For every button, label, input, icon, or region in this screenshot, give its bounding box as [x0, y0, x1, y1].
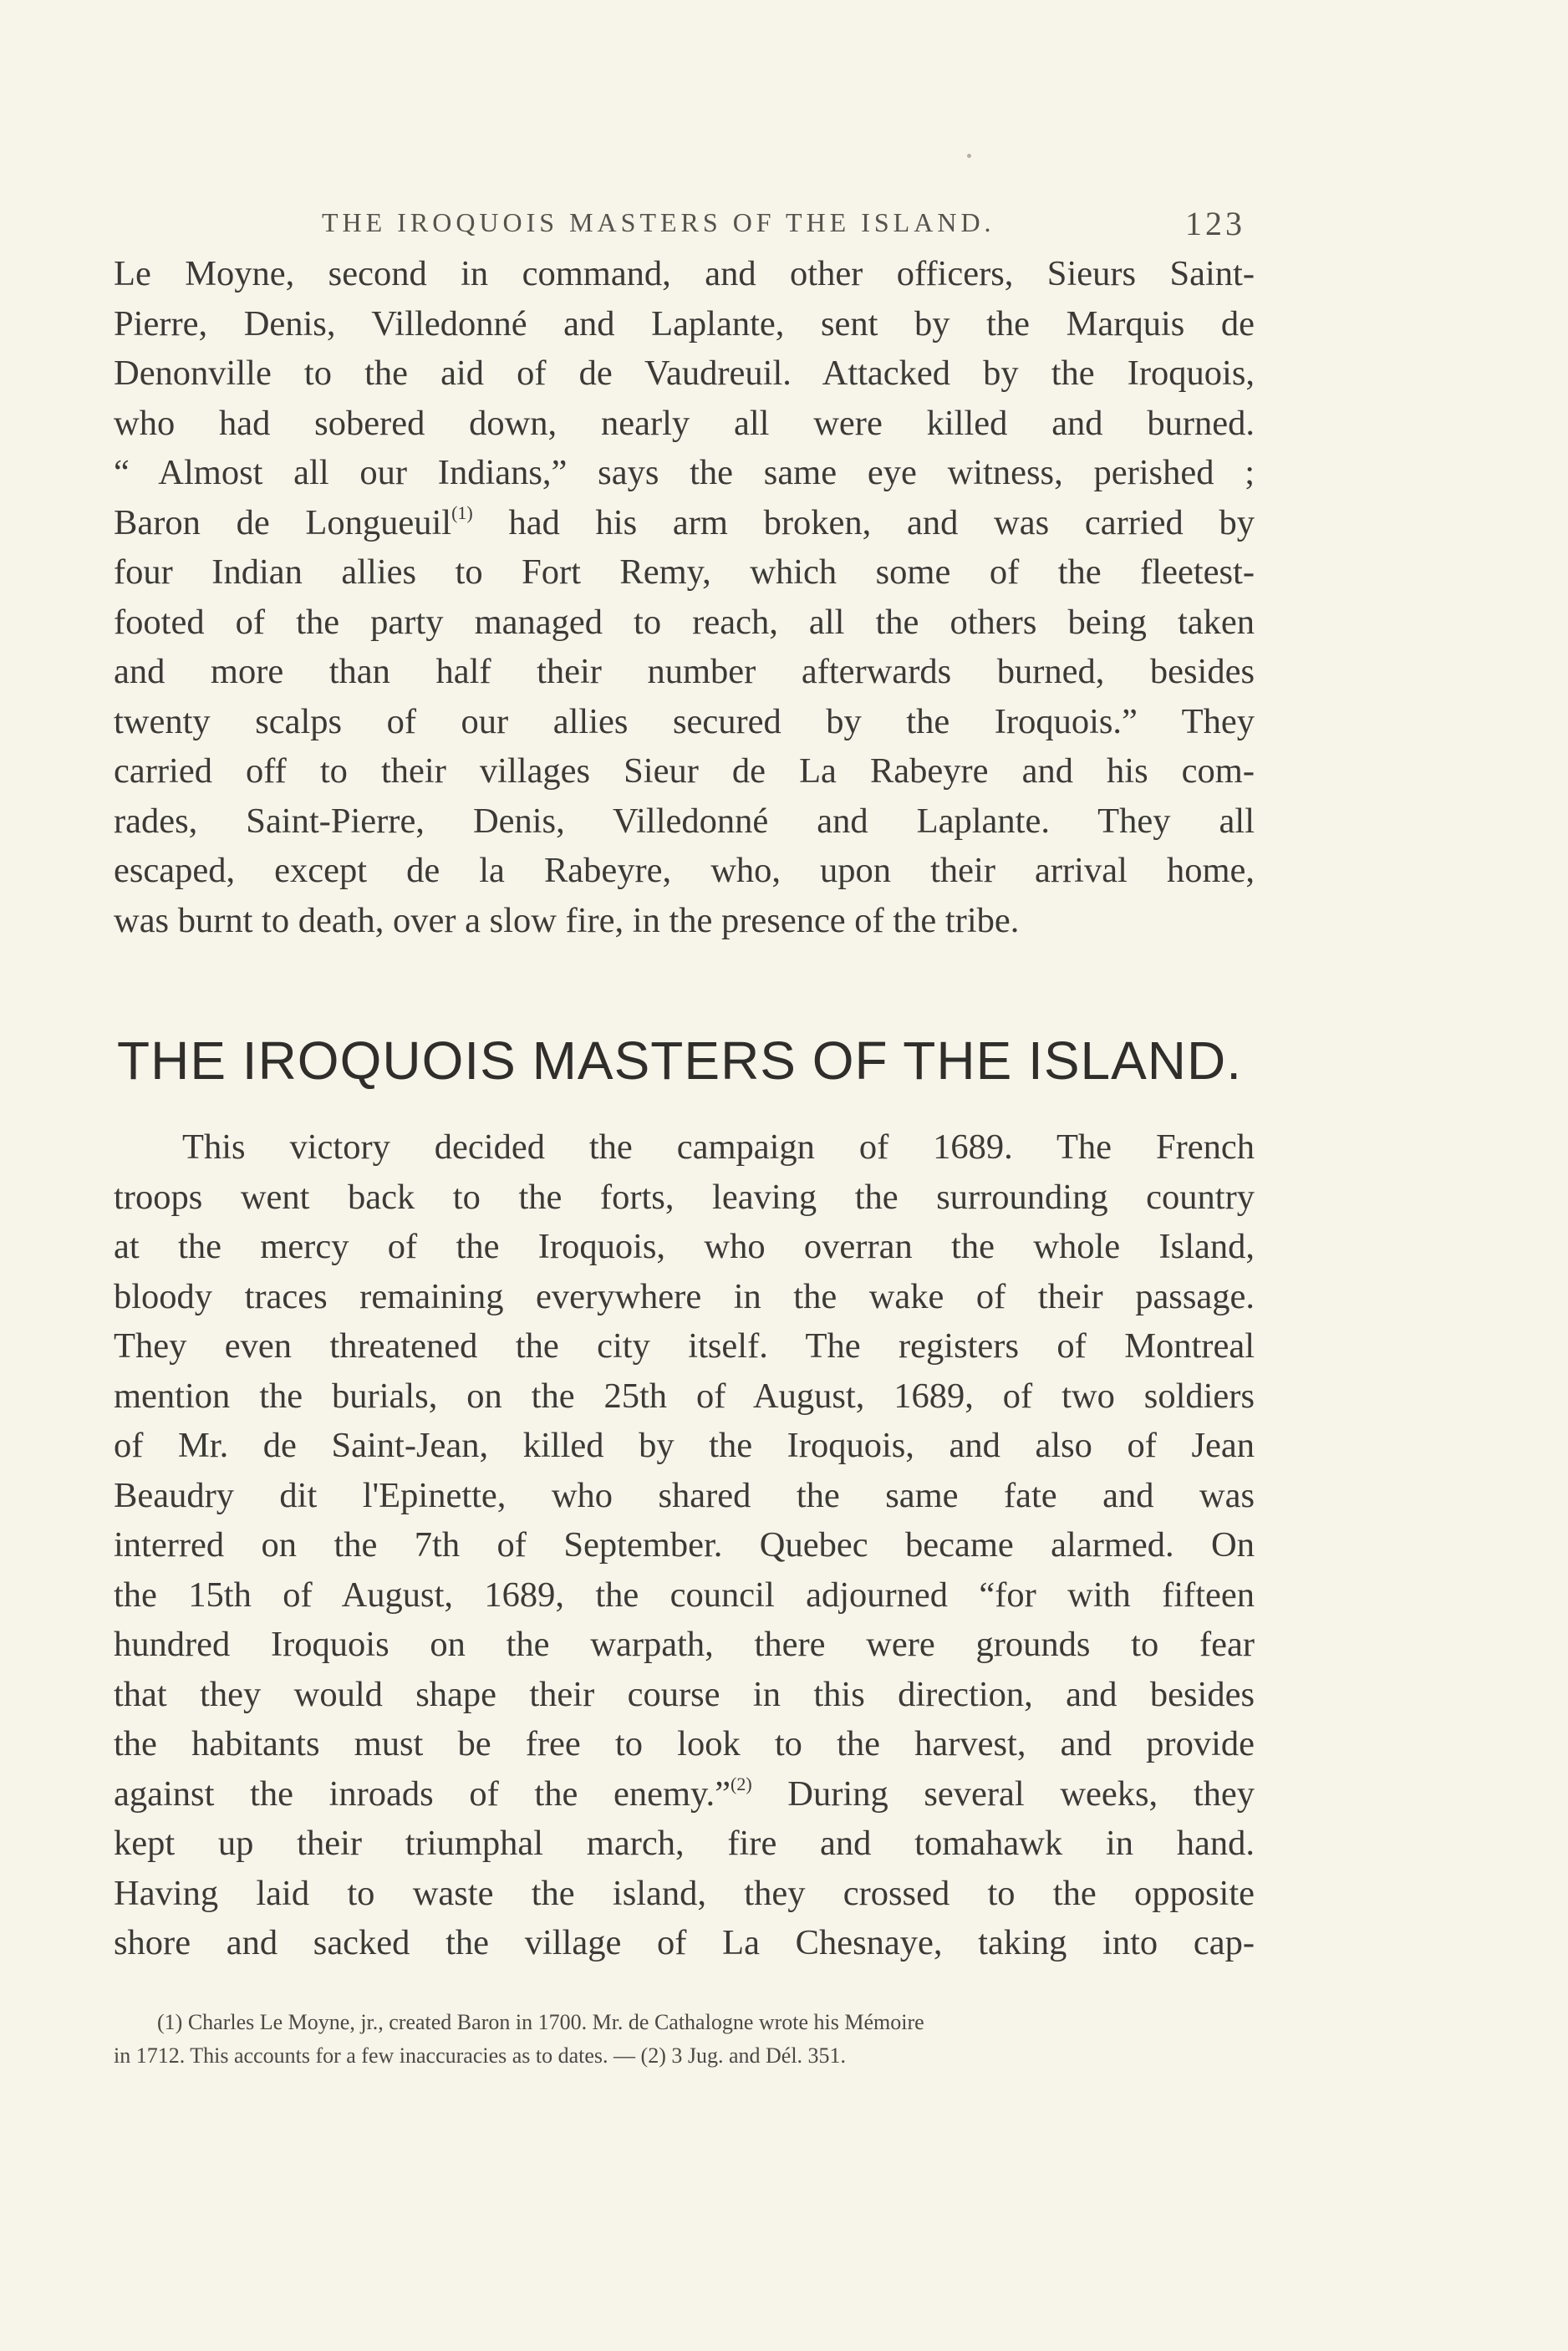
text-line: footed of the party managed to reach, all the others being taken: [114, 602, 1255, 642]
text-line: that they would shape their course in this direction, and besides: [114, 1674, 1255, 1714]
paragraph-continued: [114, 249, 1255, 945]
print-speck: [967, 154, 971, 158]
text-line: the 15th of August, 1689, the council adjourned “for with fifteen: [114, 1575, 1255, 1615]
text-line: was burnt to death, over a slow fire, in the presence of the tribe.: [114, 900, 1020, 940]
text-line: four Indian allies to Fort Remy, which some of the fleetest-: [114, 552, 1255, 592]
text-line: kept up their triumphal march, fire and tomahawk in hand.: [114, 1824, 1255, 1863]
text-line: the habitants must be free to look to the harvest, and provide: [114, 1724, 1255, 1763]
text-line: Le Moyne, second in command, and other officers, Sieurs Saint-: [114, 254, 1255, 293]
footnotes: [114, 2006, 1255, 2073]
section-heading: THE IROQUOIS MASTERS OF THE ISLAND.: [117, 1030, 1242, 1091]
text-fragment: During several weeks, they: [751, 1773, 1255, 1814]
text-line: “ Almost all our Indians,” says the same eye witness, perished ;: [114, 453, 1255, 492]
text-line: Denonville to the aid of de Vaudreuil. Attacked by the Iroquois,: [114, 354, 1255, 393]
text-line: who had sobered down, nearly all were killed and burned.: [114, 403, 1255, 443]
footnote-line: (1) Charles Le Moyne, jr., created Baron in 1700. Mr. de Cathalogne wrote his Mémoire: [157, 2010, 924, 2034]
text-line: at the mercy of the Iroquois, who overran the whole Island,: [114, 1227, 1255, 1266]
footnote-ref-1: (1): [451, 501, 473, 523]
paragraph: [114, 1122, 1255, 1968]
text-fragment: Baron de Longueuil: [114, 502, 452, 542]
text-line: escaped, except de la Rabeyre, who, upon their arrival home,: [114, 851, 1255, 890]
text-fragment: had his arm broken, and was carried by: [472, 502, 1255, 542]
text-line: shore and sacked the village of La Chesnaye, taking into cap-: [114, 1923, 1255, 1962]
text-line: Pierre, Denis, Villedonné and Laplante, sent by the Marquis de: [114, 303, 1255, 343]
text-line: This victory decided the campaign of 1689. The French: [182, 1127, 1255, 1167]
text-line: twenty scalps of our allies secured by the Iroquois.” They: [114, 701, 1255, 741]
text-line: hundred Iroquois on the warpath, there were grounds to fear: [114, 1625, 1255, 1664]
text-line: They even threatened the city itself. The registers of Montreal: [114, 1326, 1255, 1366]
text-fragment: against the inroads of the enemy.”: [114, 1773, 731, 1814]
text-line: rades, Saint-Pierre, Denis, Villedonné and Laplante. They all: [114, 801, 1255, 841]
text-line: interred on the 7th of September. Quebec became alarmed. On: [114, 1525, 1255, 1565]
running-head: THE IROQUOIS MASTERS OF THE ISLAND.: [322, 207, 995, 237]
text-line: bloody traces remaining everywhere in the wake of their passage.: [114, 1276, 1255, 1316]
text-line: of Mr. de Saint-Jean, killed by the Iroquois, and also of Jean: [114, 1426, 1255, 1465]
page-number: 123: [1185, 205, 1245, 242]
footnote-line: in 1712. This accounts for a few inaccuracies as to dates. — (2) 3 Jug. and Dél. 351.: [114, 2043, 847, 2068]
text-line: carried off to their villages Sieur de La Rabeyre and his com-: [114, 751, 1255, 791]
footnote-ref-2: (2): [731, 1773, 752, 1794]
text-line: Beaudry dit l'Epinette, who shared the same fate and was: [114, 1475, 1255, 1515]
text-line: and more than half their number afterwards burned, besides: [114, 652, 1255, 691]
text-line: troops went back to the forts, leaving the surrounding country: [114, 1177, 1255, 1217]
text-line: [114, 498, 1255, 548]
text-line: Having laid to waste the island, they crossed to the opposite: [114, 1873, 1255, 1913]
text-line: [114, 1769, 1255, 1819]
text-line: mention the burials, on the 25th of August, 1689, of two soldiers: [114, 1376, 1255, 1416]
